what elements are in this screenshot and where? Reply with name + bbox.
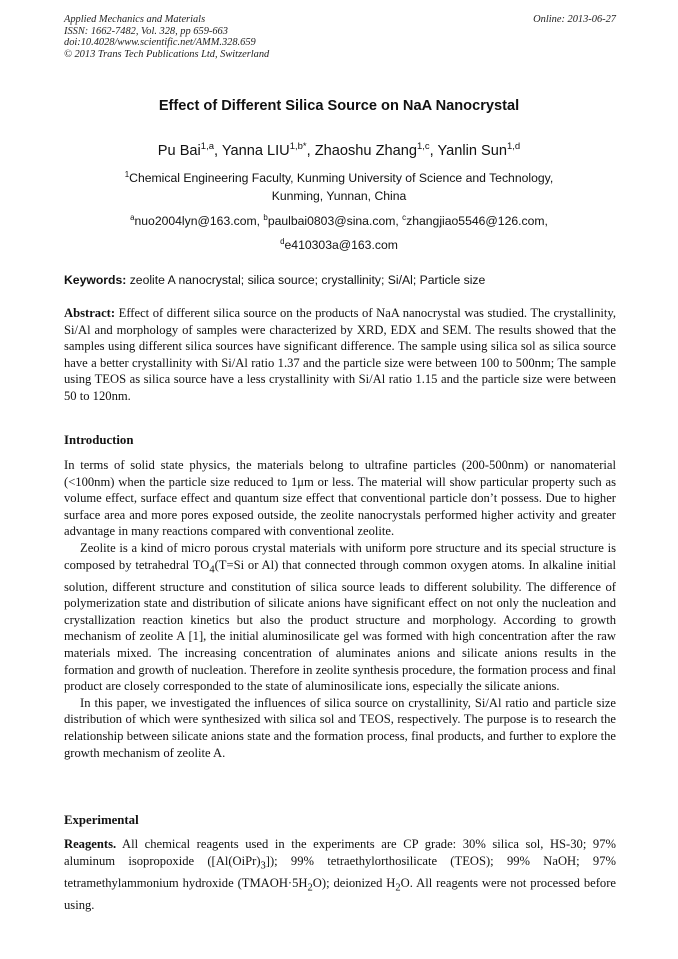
reagents-label: Reagents.	[64, 837, 117, 851]
doi-line: doi:10.4028/www.scientific.net/AMM.328.659	[64, 37, 256, 49]
abstract-text: Effect of different silica source on the products of NaA nanocrystal was studied. The crystallinity, Si/Al and morphology of samples were characterized by XRD, EDX and SEM. The results showed that the samples using different silica sources have significant difference. The sample using silica sol as silica source have a better crystallinity with Si/Al ratio 1.37 and the particle size were between 100 to 500nm; The sample using TEOS as silica source have a less crystallinity with Si/Al ratio 1.15 and the particle size were between 50 to 120nm.	[64, 306, 616, 403]
experimental-heading: Experimental	[64, 813, 139, 827]
abstract	[64, 305, 616, 405]
issn-line: ISSN: 1662-7482, Vol. 328, pp 659-663	[64, 25, 228, 37]
copyright-line: © 2013 Trans Tech Publications Ltd, Switzerland	[64, 48, 270, 60]
journal-name: Applied Mechanics and Materials	[64, 14, 206, 25]
paragraph: In terms of solid state physics, the materials belong to ultrafine particles (200-500nm) or nanomaterial (<100nm) when the particle size reduced to 1μm or less. The material will show particular property such as volume effect, surface effect and quantum size effect that conventional particle don’t possess. Due to higher surface area and more pores exposed outside, the zeolite nanocrystals performed higher activity and greater advantage in many reactions compared with conventional zeolite.	[64, 458, 616, 539]
author: Yanlin Sun$^{1,d}$	[437, 141, 521, 159]
paper-title: Effect of Different Silica Source on NaA Nanocrystal	[158, 98, 520, 114]
author: Yanna $LIU^{1,b*}$,	[221, 141, 315, 159]
keywords	[64, 273, 616, 287]
paragraph: Reagents. All chemical reagents used in the experiments are CP grade: 30% silica sol, HS-30; 97% aluminum isopropoxide $([Al(OiPr)_3])$; 99% tetraethylorthosilicate (TEOS); 99% NaOH; 97% tetramethylammonium hydroxide $(TMAOH\cdot 5H_2O)$; deionized $H_2O$. All reagents were not processed before using.	[64, 837, 616, 912]
introduction-heading: Introduction	[64, 433, 134, 447]
paragraph: In this paper, we investigated the influences of silica source on crystallinity, Si/Al ratio and particle size distribution of which were synthesized with silica sol and TEOS, respectively. The purpose is to research the relationship between silicate anions state and the formation process, final products, and further to explore the growth mechanism of zeolite A.	[64, 695, 616, 760]
keywords-label: Keywords:	[64, 273, 127, 287]
author: Zhaoshu Zhang$^{1,c}$,	[314, 141, 438, 159]
introduction-body	[64, 457, 616, 761]
affiliation: $^1$Chemical Engineering Faculty, Kunming University of Science and Technology, Kunming, Yunnan, China	[124, 169, 554, 203]
keywords-text: zeolite A nanocrystal; silica source; crystallinity; Si/Al; Particle size	[126, 273, 486, 287]
online-date: Online: 2013-06-27	[533, 14, 616, 25]
author: Pu Bai$^{1,a}$,	[157, 141, 222, 159]
email-list: $^a$nuo2004lyn@163.com, $^b$paulbai0803@sina.com, $^c$zhangjiao5546@126.com, $^d$e410303a@163.com	[130, 212, 548, 252]
experimental-body	[64, 836, 616, 913]
paragraph: Zeolite is a kind of micro porous crystal materials with uniform pore structure and its special structure is composed by tetrahedral $TO_4(T=Si$ or Al) that connected through common oxygen atoms. In alkaline initial solution, different structure and constitution of silica source leads to different solubility. The difference of polymerization state and distribution of silicate anions have significant effect on not only the nucleation and crystallization reaction kinetics but also the product structure and morphology. According to growth mechanism of zeolite A [1], the initial aluminosilicate gel was formed with high concentration after the raw materials mixed. The increasing concentration of aluminates anions and silicate anions results in the formation and growth of nucleation. Therefore in zeolite synthesis procedure, the formation process and final product are closely corresponded to the state of aluminosilicate ions, especially the silicate anions.	[64, 540, 616, 694]
journal-header	[64, 14, 616, 60]
abstract-label: Abstract:	[64, 306, 116, 320]
author-list	[40, 143, 638, 159]
